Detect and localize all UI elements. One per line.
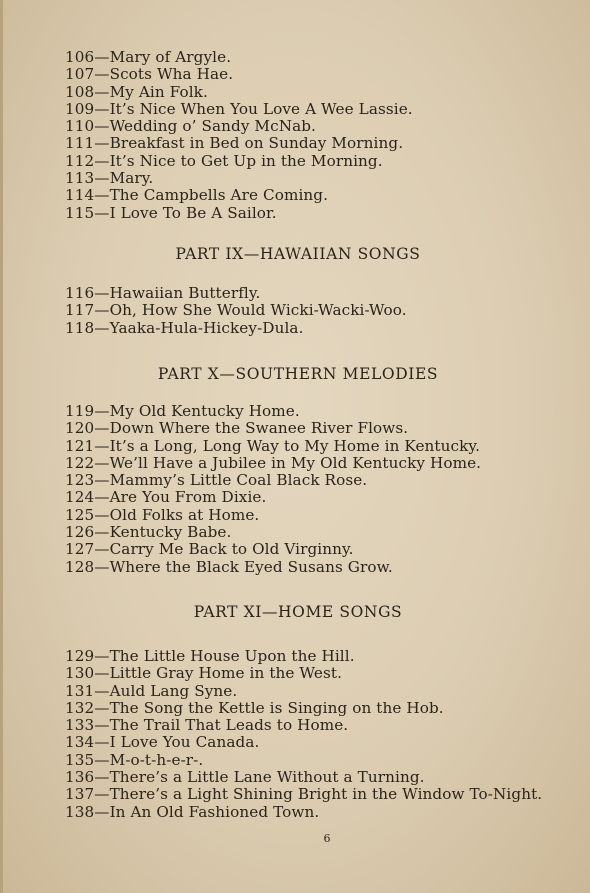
list-item: 112—It’s Nice to Get Up in the Morning.	[65, 151, 383, 170]
list-item: 128—Where the Black Eyed Susans Grow.	[65, 557, 393, 576]
list-item: 113—Mary.	[65, 169, 154, 188]
list-item: 111—Breakfast in Bed on Sunday Morning.	[65, 134, 404, 153]
list-item: 118—Yaaka-Hula-Hickey-Dula.	[65, 318, 304, 337]
list-item: 123—Mammy’s Little Coal Black Rose.	[65, 471, 368, 490]
list-item: 134—I Love You Canada.	[65, 733, 260, 752]
list-item: 121—It’s a Long, Long Way to My Home in Kentucky.	[65, 436, 481, 455]
list-item: 106—Mary of Argyle.	[65, 48, 232, 66]
list-item: 135—M-o-t-h-e-r-.	[65, 750, 204, 769]
list-item: 132—The Song the Kettle is Singing on the Hob.	[65, 698, 444, 717]
list-item: 116—Hawaiian Butterfly.	[65, 284, 261, 302]
list-item: 107—Scots Wha Hae.	[65, 65, 234, 84]
list-item: 117—Oh, How She Would Wicki-Wacki-Woo.	[65, 301, 407, 320]
page-number: 6	[323, 832, 331, 845]
section-heading-hawaiian: PART IX—HAWAIIAN SONGS	[175, 245, 421, 263]
list-item: 114—The Campbells Are Coming.	[65, 186, 329, 205]
list-item: 138—In An Old Fashioned Town.	[65, 802, 320, 821]
list-item: 133—The Trail That Leads to Home.	[65, 716, 349, 735]
southern-songs-list	[65, 403, 481, 576]
list-item: 126—Kentucky Babe.	[65, 523, 232, 542]
scottish-songs-list	[65, 49, 413, 222]
hawaiian-songs-list	[65, 285, 407, 337]
section-heading-southern: PART X—SOUTHERN MELODIES	[157, 365, 439, 383]
list-item: 124—Are You From Dixie.	[65, 488, 267, 507]
list-item: 129—The Little House Upon the Hill.	[65, 647, 355, 665]
list-item: 115—I Love To Be A Sailor.	[65, 203, 277, 222]
list-item: 119—My Old Kentucky Home.	[65, 402, 300, 420]
home-songs-list	[65, 648, 542, 821]
list-item: 130—Little Gray Home in the West.	[65, 664, 343, 683]
list-item: 110—Wedding o’ Sandy McNab.	[65, 117, 316, 136]
list-item: 127—Carry Me Back to Old Virginny.	[65, 540, 354, 559]
list-item: 109—It’s Nice When You Love A Wee Lassie.	[65, 99, 413, 118]
list-item: 108—My Ain Folk.	[65, 82, 208, 101]
list-item: 136—There’s a Little Lane Without a Turning.	[65, 768, 425, 787]
list-item: 122—We’ll Have a Jubilee in My Old Kentucky Home.	[65, 453, 482, 472]
list-item: 120—Down Where the Swanee River Flows.	[65, 419, 409, 438]
section-heading-home: PART XI—HOME SONGS	[193, 603, 403, 621]
list-item: 131—Auld Lang Syne.	[65, 681, 238, 700]
list-item: 137—There’s a Light Shining Bright in the Window To-Night.	[65, 785, 543, 804]
list-item: 125—Old Folks at Home.	[65, 505, 260, 524]
